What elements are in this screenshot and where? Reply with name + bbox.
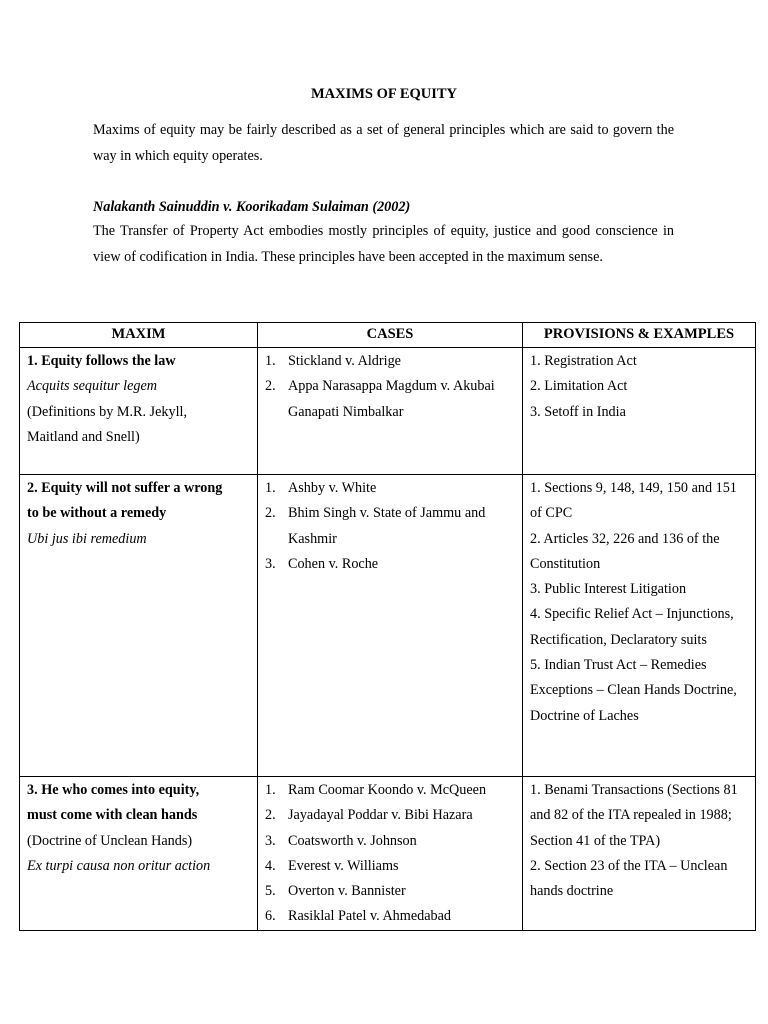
case-name: Everest v. Williams [288,857,399,874]
maxim-cell [20,475,258,777]
maxims-table [19,322,756,931]
provision-item: 2. Section 23 of the ITA – Unclean hands doctrine [530,857,728,900]
maxim-line: 2. Equity will not suffer a wrong [27,480,223,496]
provisions-cell [523,348,756,475]
case-number: 6. [265,908,276,925]
maxim-line: Acquits sequitur legem [27,378,158,395]
header-maxim: MAXIM [20,323,258,348]
cases-cell [258,777,523,931]
cases-cell [258,475,523,777]
case-name: Ashby v. White [288,480,377,496]
table-row [20,777,756,931]
case-name: Jayadayal Poddar v. Bibi Hazara [288,807,473,824]
provision-item: 2. Limitation Act [530,378,628,395]
maxim-line: Ex turpi causa non oritur action [27,857,211,874]
case-reference: Nalakanth Sainuddin v. Koorikadam Sulaiman (2002) [93,199,411,215]
maxim-line: 1. Equity follows the law [27,353,176,369]
case-number: 3. [265,555,276,572]
provision-item: 1. Benami Transactions (Sections 81 and 82 of the ITA repealed in 1988; Section 41 of the TPA) [530,782,738,849]
case-number: 2. [265,505,276,522]
case-name: Rasiklal Patel v. Ahmedabad [288,908,451,925]
case-list [265,476,516,577]
cases-cell [258,348,523,475]
case-item [265,476,516,501]
case-item [265,803,516,828]
case-number: 1. [265,480,276,496]
case-item [265,879,516,904]
page-title: MAXIMS OF EQUITY [310,86,458,102]
case-item [265,349,516,374]
case-number: 5. [265,883,276,900]
table-header-row [20,323,756,348]
maxim-line: (Doctrine of Unclean Hands) [27,832,193,849]
provision-item: 3. Setoff in India [530,403,626,420]
intro-paragraph: Maxims of equity may be fairly described as a set of general principles which are said to govern the way in which equity operates. [93,122,674,164]
maxim-line: must come with clean hands [27,807,198,824]
case-number: 1. [265,782,276,798]
case-name: Overton v. Bannister [288,883,406,900]
provision-item: 2. Articles 32, 226 and 136 of the Constitution [530,530,720,572]
case-item [265,904,516,929]
case-item [265,374,516,425]
case-name: Ram Coomar Koondo v. McQueen [288,782,487,798]
maxim-cell [20,348,258,475]
provision-item: 4. Specific Relief Act – Injunctions, Rectification, Declaratory suits [530,606,734,648]
case-number: 3. [265,832,276,849]
case-number: 4. [265,857,276,874]
case-item [265,829,516,854]
provisions-cell [523,475,756,777]
maxim-line: Ubi jus ibi remedium [27,530,147,547]
case-item [265,501,516,552]
table-row [20,348,756,475]
header-provisions: PROVISIONS & EXAMPLES [523,323,756,348]
maxim-cell [20,777,258,931]
provision-item: 5. Indian Trust Act – Remedies Exceptions – Clean Hands Doctrine, Doctrine of Laches [530,657,737,724]
maxim-line: to be without a remedy [27,505,167,522]
case-name: Stickland v. Aldrige [288,353,401,369]
provisions-cell [523,777,756,931]
case-list [265,778,516,930]
case-number: 2. [265,378,276,395]
maxim-line: Maitland and Snell) [27,428,140,445]
case-number: 2. [265,807,276,824]
maxim-line: 3. He who comes into equity, [27,782,200,798]
case-item [265,854,516,879]
case-name: Coatsworth v. Johnson [288,832,417,849]
case-number: 1. [265,353,276,369]
maxim-line: (Definitions by M.R. Jekyll, [27,403,187,420]
provision-item: 1. Registration Act [530,353,637,369]
table-row [20,475,756,777]
case-name: Appa Narasappa Magdum v. Akubai Ganapati Nimbalkar [288,378,495,420]
provision-item: 1. Sections 9, 148, 149, 150 and 151 of CPC [530,480,737,522]
case-list [265,349,516,425]
provision-item: 3. Public Interest Litigation [530,581,687,598]
case-item [265,552,516,577]
case-paragraph: The Transfer of Property Act embodies mostly principles of equity, justice and good conscience in view of codification in India. These principles have been accepted in the maximum sense. [93,223,674,265]
case-item [265,778,516,803]
case-name: Bhim Singh v. State of Jammu and Kashmir [288,505,486,547]
case-name: Cohen v. Roche [288,555,379,572]
header-cases: CASES [258,323,523,348]
